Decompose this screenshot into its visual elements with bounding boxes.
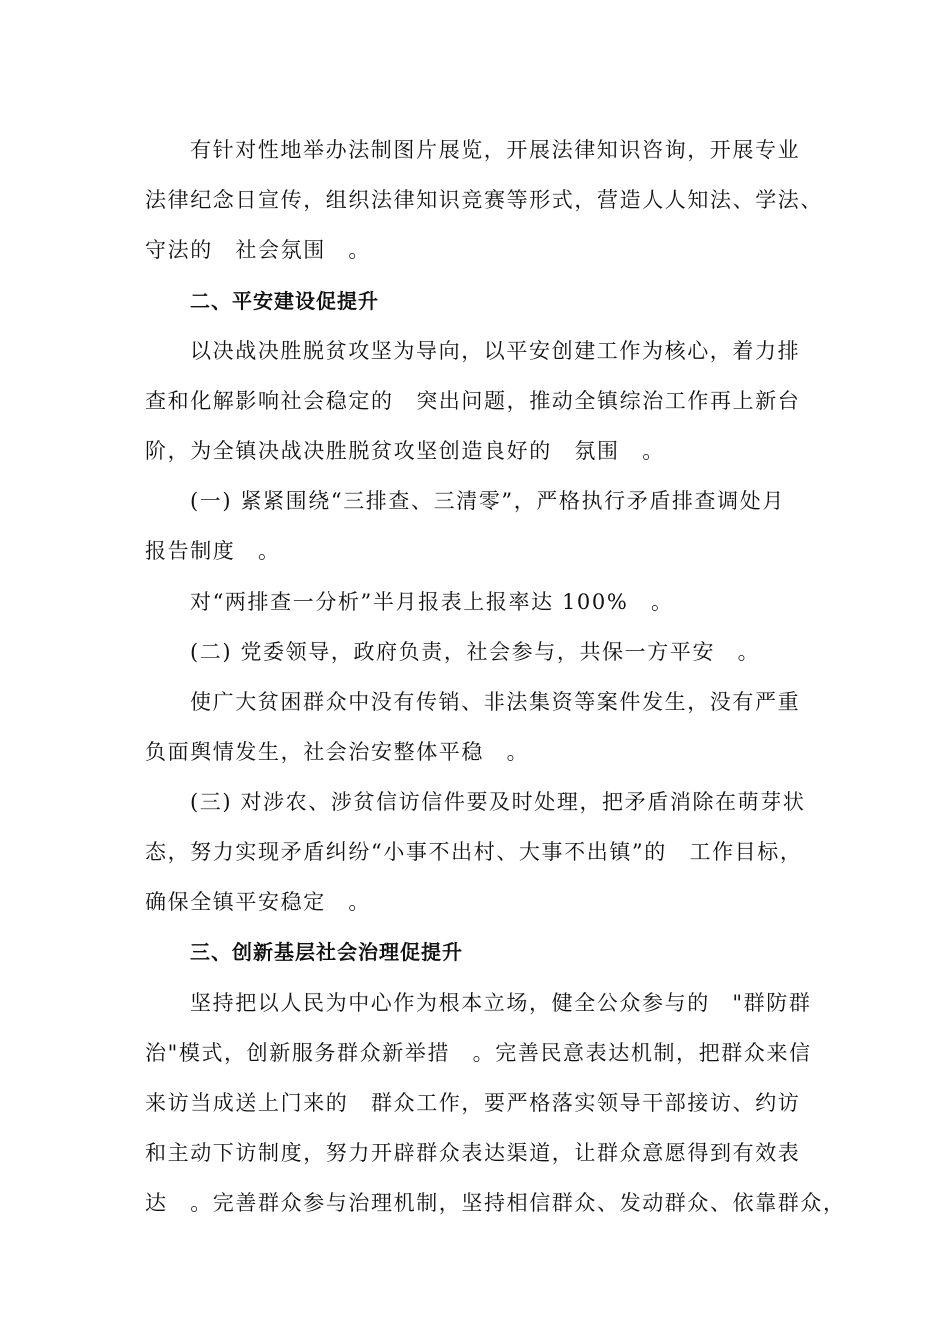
paragraph-line: 使广大贫困群众中没有传销、非法集资等案件发生，没有严重	[190, 690, 801, 714]
paragraph-line: (一) 紧紧围绕“三排查、三清零”，严格执行矛盾排查调处月	[190, 489, 785, 513]
paragraph-line: 法律纪念日宣传，组织法律知识竞赛等形式，营造人人知法、学法、	[145, 188, 823, 212]
paragraph-line: 对“两排查一分析”半月报表上报率达 100% 。	[190, 590, 674, 614]
paragraph-line: 阶，为全镇决战决胜脱贫攻坚创造良好的 氛围 。	[145, 439, 665, 463]
paragraph-line: 负面舆情发生，社会治安整体平稳 。	[145, 740, 530, 764]
paragraph-line: 坚持把以人民为中心作为根本立场，健全公众参与的 "群防群	[190, 991, 812, 1015]
paragraph-line: 守法的 社会氛围 。	[145, 238, 371, 262]
paragraph-line: 来访当成送上门来的 群众工作，要严格落实领导干部接访、约访	[145, 1091, 801, 1115]
paragraph-line: 以决战决胜脱贫攻坚为导向，以平安创建工作为核心，着力排	[190, 339, 801, 363]
paragraph-line: 确保全镇平安稳定 。	[145, 890, 371, 914]
paragraph-line: (二) 党委领导，政府负责，社会参与，共保一方平安 。	[190, 640, 761, 664]
paragraph-line: 报告制度 。	[145, 539, 281, 563]
paragraph-line: 和主动下访制度，努力开辟群众表达渠道，让群众意愿得到有效表	[145, 1141, 801, 1165]
paragraph-line: 查和化解影响社会稳定的 突出问题，推动全镇综治工作再上新台	[145, 389, 801, 413]
section-heading: 三、创新基层社会治理促提升	[190, 940, 463, 964]
section-heading: 二、平安建设促提升	[190, 289, 379, 313]
paragraph-line: 达 。完善群众参与治理机制，坚持相信群众、发动群众、依靠群众，	[145, 1191, 846, 1215]
paragraph-line: 治"模式，创新服务群众新举措 。完善民意表达机制，把群众来信	[145, 1041, 812, 1065]
paragraph-line: 有针对性地举办法制图片展览，开展法律知识咨询，开展专业	[190, 138, 801, 162]
paragraph-line: 态，努力实现矛盾纠纷“小事不出村、大事不出镇”的 工作目标，	[145, 840, 803, 864]
paragraph-line: (三) 对涉农、涉贫信访信件要及时处理，把矛盾消除在萌芽状	[190, 790, 806, 814]
